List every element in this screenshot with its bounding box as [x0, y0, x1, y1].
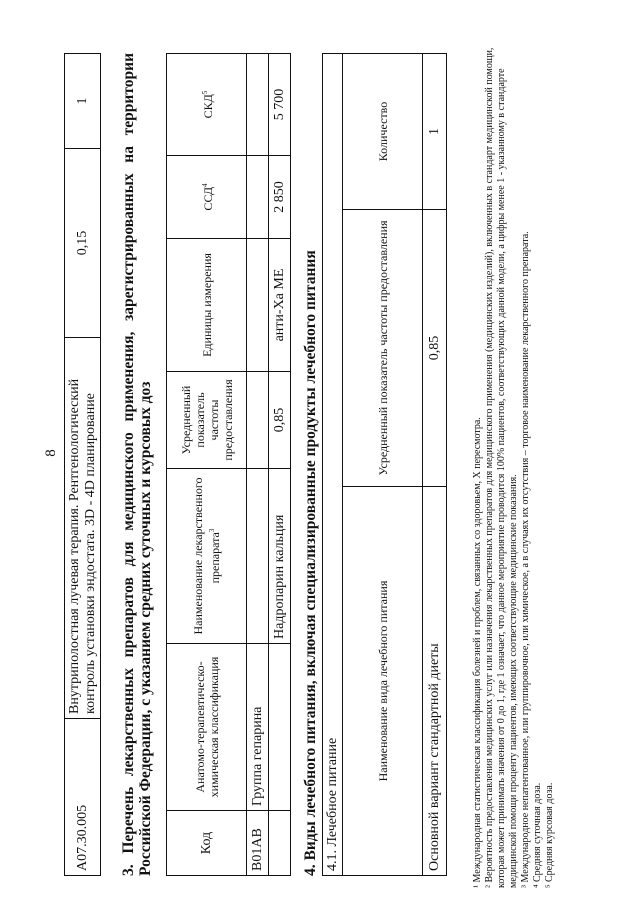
header-skd-sup: 5: [201, 90, 209, 95]
drug-unit: анти-Ха МЕ: [269, 239, 291, 372]
header-skd-text: СКД: [201, 94, 215, 119]
group-name: Группа гепарина: [247, 644, 269, 811]
header-ssd-text: ССД: [201, 186, 215, 211]
header-frequency: Усредненный показатель частоты предоставления: [167, 372, 247, 469]
footnote-4: ⁴ Средняя суточная доза.: [532, 782, 543, 888]
service-code: A07.30.005: [65, 719, 101, 876]
footnote-1: ¹ Международная статистическая классификация болезней и проблем, связанных со здоровьем, X пересмотра.: [472, 417, 483, 888]
rotated-document-content: [64, 33, 624, 888]
table-row: [323, 54, 343, 876]
header-code: Код: [167, 811, 247, 876]
footnote-3: ³ Международное непатентованное, или группировочное, или химическое, а в случаях их отсутствия – торговое наименование лекарственного препарата.: [520, 231, 531, 888]
section3-heading: 3. Перечень лекарственных препаратов для медицинского применения, зарегистрированных на территории Российской Федерации, с указанием средних суточных и курсовых доз: [120, 53, 154, 876]
header-ssd: [167, 156, 247, 239]
diet-table: [322, 53, 447, 876]
header-drug-sup: 3: [208, 528, 216, 533]
section4-heading: 4. Виды лечебного питания, включая специализированные продукты лечебного питания: [302, 250, 319, 876]
diet-quantity: 1: [423, 54, 447, 210]
table-row: [269, 54, 291, 876]
header-diet-name: Наименование вида лечебного питания: [343, 487, 423, 876]
table-row: [343, 54, 423, 876]
diet-name: Основной вариант стандартной диеты: [423, 487, 447, 876]
table-row: [423, 54, 447, 876]
service-frequency: 0,15: [65, 149, 101, 338]
diet-subheading: 4.1. Лечебное питание: [323, 54, 343, 876]
header-diet-frequency: Усредненный показатель частоты предоставления: [343, 210, 423, 487]
header-drug-text: Наименование лекарственного препарата: [191, 477, 222, 635]
footnotes: [472, 38, 556, 888]
footnote-2: ² Вероятность предоставления медицинских услуг или назначения лекарственных препаратов для медицинского применения (медицинских изделий), включенных в стандарт медицинской помощи, которая может принимать значения от 0 до 1, где 1 означает, что данное мероприятие проводится 100% пациентов, соответствующих данной модели, а цифры менее 1 - указанному в стандарте медицинской помощи проценту пациентов, имеющих соответствующие медицинские показания.: [484, 47, 519, 888]
service-table: [64, 53, 101, 876]
table-row: [65, 54, 101, 876]
table-row: [247, 54, 269, 876]
service-name: Внутриполостная лучевая терапия. Рентгенологический контроль установки эндостата. 3D - 4D планирование: [65, 338, 101, 719]
header-atc: Анатомо-терапевтическо-химическая классификация: [167, 644, 247, 811]
group-code: B01AB: [247, 811, 269, 876]
drug-frequency: 0,85: [269, 372, 291, 469]
diet-frequency: 0,85: [423, 210, 447, 487]
header-diet-quantity: Количество: [343, 54, 423, 210]
service-multiplicity: 1: [65, 54, 101, 149]
drugs-table: [166, 53, 291, 876]
header-unit: Единицы измерения: [167, 239, 247, 372]
drug-ssd: 2 850: [269, 156, 291, 239]
header-skd: [167, 54, 247, 156]
page-number: 8: [42, 449, 59, 457]
drug-skd: 5 700: [269, 54, 291, 156]
header-drug: [167, 469, 247, 644]
header-ssd-sup: 4: [201, 183, 209, 187]
drug-name: Надропарин кальция: [269, 469, 291, 644]
footnote-5: ⁵ Средняя курсовая доза.: [544, 782, 555, 888]
table-row: [167, 54, 247, 876]
